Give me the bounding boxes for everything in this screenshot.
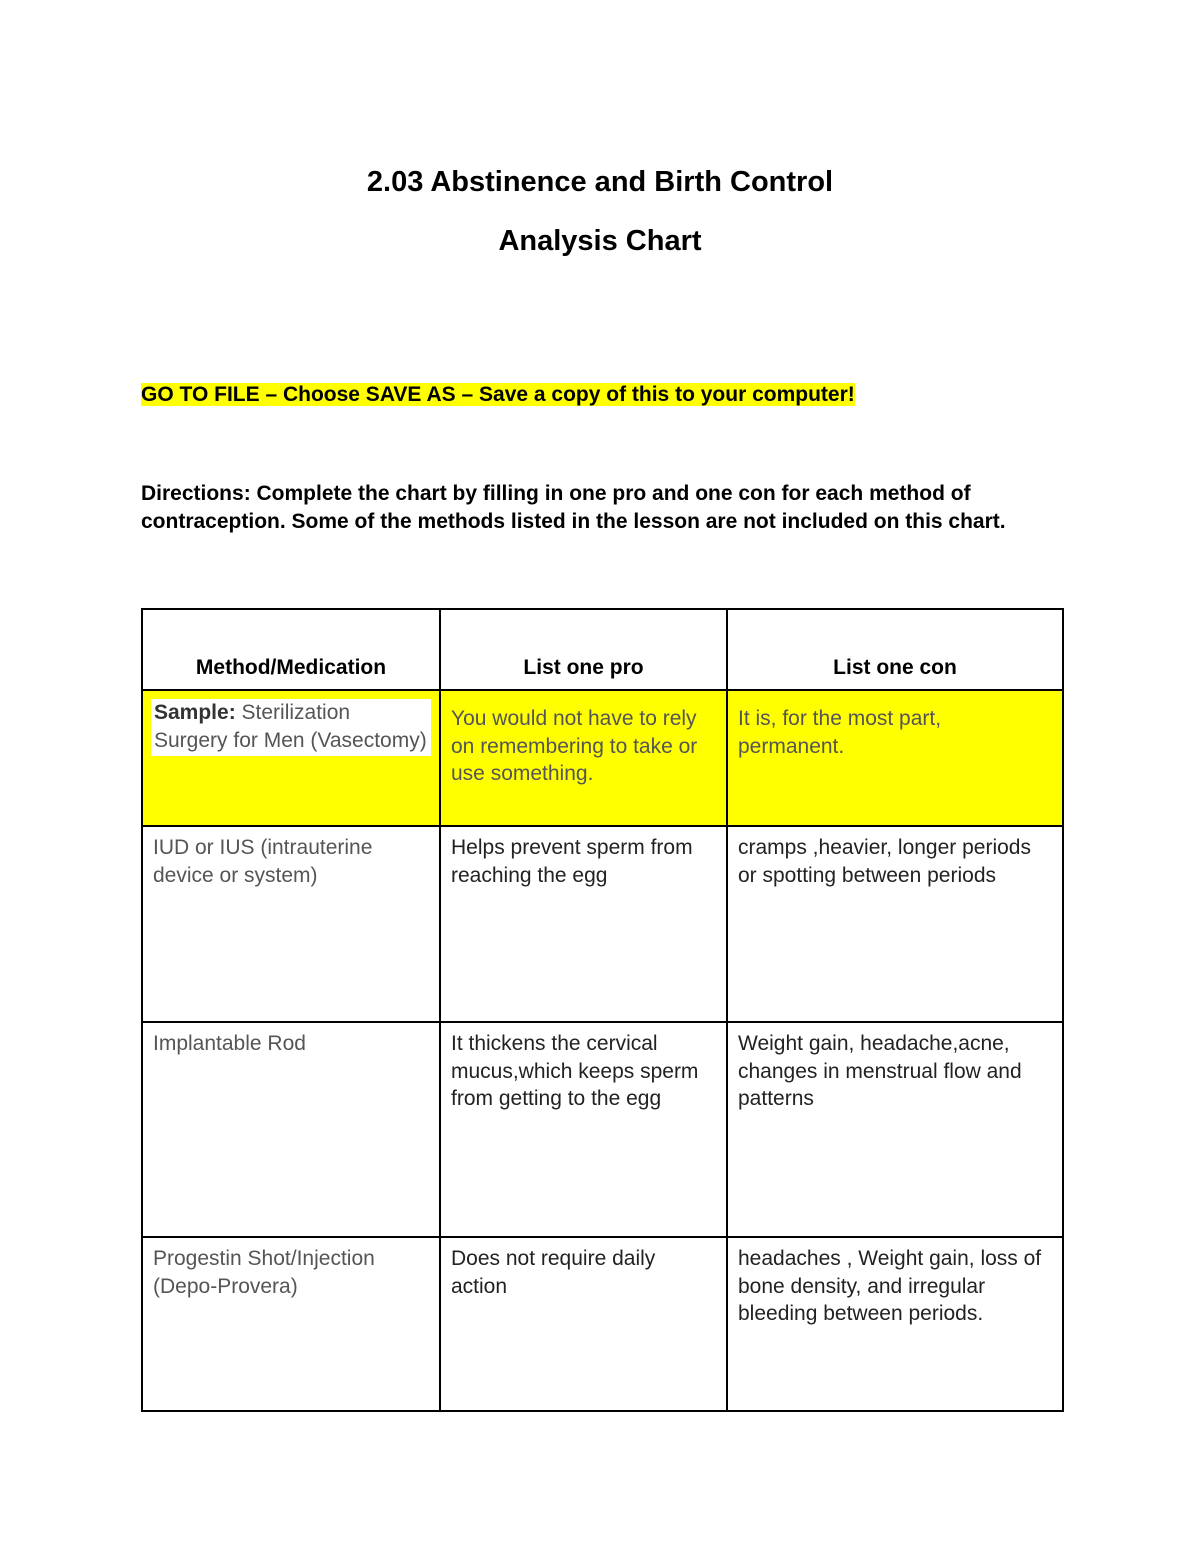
- header-con: List one con: [727, 609, 1063, 690]
- con-cell[interactable]: headaches , Weight gain, loss of bone density, and irregular bleeding between periods.: [727, 1237, 1063, 1411]
- sample-method-cell[interactable]: [142, 690, 440, 826]
- save-notice: [141, 381, 855, 408]
- con-cell[interactable]: Weight gain, headache,acne, changes in menstrual flow and patterns: [727, 1022, 1063, 1237]
- table-row: [142, 1022, 1063, 1237]
- sample-method-text: Sterilization Surgery for Men (Vasectomy): [154, 701, 427, 752]
- method-cell[interactable]: IUD or IUS (intrauterine device or system): [142, 826, 440, 1022]
- con-cell[interactable]: cramps ,heavier, longer periods or spotting between periods: [727, 826, 1063, 1022]
- sample-label: Sample:: [154, 701, 236, 724]
- document-subtitle: Analysis Chart: [498, 225, 702, 257]
- sample-con-cell[interactable]: It is, for the most part, permanent.: [727, 690, 1063, 826]
- save-notice-text: GO TO FILE – Choose SAVE AS – Save a copy of this to your computer!: [141, 383, 855, 406]
- method-cell[interactable]: Progestin Shot/Injection (Depo-Provera): [142, 1237, 440, 1411]
- pro-cell[interactable]: It thickens the cervical mucus,which keeps sperm from getting to the egg: [440, 1022, 727, 1237]
- pro-cell[interactable]: Helps prevent sperm from reaching the egg: [440, 826, 727, 1022]
- sample-pro-cell[interactable]: You would not have to rely on remembering to take or use something.: [440, 690, 727, 826]
- sample-method-box: [151, 699, 431, 756]
- table-row: [142, 826, 1063, 1022]
- analysis-chart-table: [141, 608, 1064, 1412]
- sample-row: [142, 690, 1063, 826]
- header-method: Method/Medication: [142, 609, 440, 690]
- directions-text: Directions: Complete the chart by filling in one pro and one con for each method of contraception. Some of the methods listed in the lesson are not included on this chart.: [141, 482, 1006, 533]
- table-row: [142, 1237, 1063, 1411]
- method-cell[interactable]: Implantable Rod: [142, 1022, 440, 1237]
- header-pro: List one pro: [440, 609, 727, 690]
- document-title: 2.03 Abstinence and Birth Control: [366, 166, 834, 198]
- pro-cell[interactable]: Does not require daily action: [440, 1237, 727, 1411]
- table-header-row: [142, 609, 1063, 690]
